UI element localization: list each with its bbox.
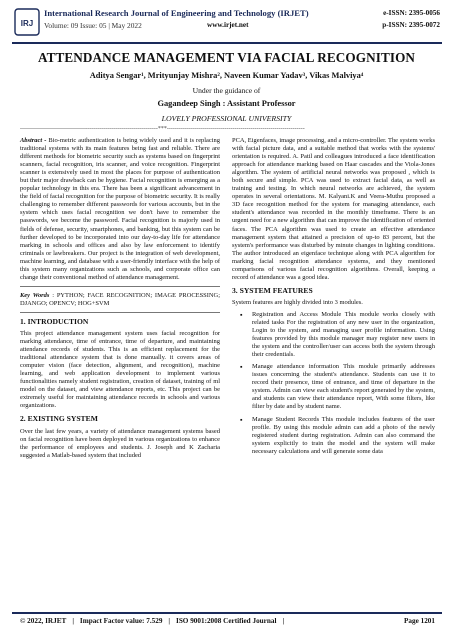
right-column — [232, 137, 435, 460]
paper-authors: Aditya Sengar¹, Mrityunjay Mishra², Naveen Kumar Yadav³, Vikas Malviya⁴ — [89, 71, 364, 80]
p-issn: p-ISSN: 2395-0072 — [382, 21, 440, 29]
introduction-text: This project attendance management system uses facial recognition for marking attendance, time of entrance, time of departure, and maintaining attendance records of students. This is an efficient replacement for the traditional attendance system that is done manually. it covers areas of computer vision (face detection, alignment, and recognition), machine learning, and web application development to implement various functionalities namely student registration, creation of dataset, training of ml model on the dataset, and view attendance reports, etc. This project can be extremely useful for maintaining attendance records in schools and various organizations. — [20, 329, 220, 410]
system-features-intro: System features are highly divided into 3 modules. — [232, 298, 363, 306]
paper-title: ATTENDANCE MANAGEMENT VIA FACIAL RECOGNITION — [37, 50, 416, 65]
bullet-icon: ▪ — [240, 363, 243, 372]
keywords-label: Key Words — [20, 291, 50, 299]
journal-volume: Volume: 09 Issue: 05 | May 2022 — [44, 21, 142, 30]
page-footer: © 2022, IRJET | Impact Factor value: 7.529 | ISO 9001:2008 Certified Journal | Page 1201 — [20, 617, 435, 625]
journal-website-link[interactable]: www.irjet.net — [207, 21, 249, 29]
feature-text: Manage Student Records This module includes features of the user profile. By using this module admin can add a photo of the newly registered student during registration. Admin can also command the system explicitly to train the model and the system will make necessary calculations and will generate some data — [252, 415, 435, 455]
section-divider: ---------------------------------------------------------------------***--------------------------------------------------------------------- — [20, 126, 305, 132]
e-issn: e-ISSN: 2395-0056 — [383, 9, 440, 17]
abstract-label: Abstract - — [20, 137, 47, 144]
header-rule — [12, 42, 442, 44]
list-item — [240, 415, 435, 456]
svg-text:IRJ: IRJ — [20, 19, 34, 28]
journal-name: International Research Journal of Engineering and Technology (IRJET) — [44, 8, 309, 18]
left-column — [20, 137, 220, 464]
bullet-icon: ▪ — [240, 415, 243, 424]
guidance-line: Under the guidance of — [192, 86, 261, 95]
abstract-paragraph — [20, 137, 220, 282]
introduction-heading: 1. INTRODUCTION — [20, 316, 89, 326]
feature-text: Manage attendance information This module primarily addresses issues concerning the student's attendance. Students can use it to record their presence, time of entrance, and time of departure in the system. Admin can view each student's report generated by the system, and students can view their attendance report, With some filters, like filter by date and by student name. — [252, 363, 435, 411]
journal-header — [12, 6, 442, 40]
list-item — [240, 363, 435, 411]
footer-iso: ISO 9001:2008 Certified Journal — [176, 617, 277, 625]
list-item — [240, 310, 435, 359]
existing-system-continued: PCA, Eigenfaces, image processing, and a micro-controller. The system works with facial picture data, and a suitable method that works with the systems' orientation is required. A. Patil and colleagues introduced a face identification approach for attendance marking based on Haar cascades and the Viola-Jones algorithm. The system of artificial neural networks was proposed , which is both secure and simple. PCA was used to extract facial data, as well as training and testing. In which neural networks are achieved, the system operates in several orientations. M. Kalyani.K and Veera-Muthu proposed a 3D face recognition method for the system for managing attendance, each student's attendance was recorded in the monthly timeframe. There is an urgent need for a new algorithm that can improve the identification of oriented faces. The PCA algorithm was used to create an effective attendance management system that attained a precision of up-to 83 percent, but the system's performance was disturbed by minute changes in lighting conditions. The author introduced an eigenface technique along with PCA algorithm for marking facial recognition attendance systems, and they mentioned comparisons of various facial recognition algorithms. Overall, keeping a record of attendance was a good idea. — [232, 137, 435, 281]
features-list — [232, 311, 435, 456]
bullet-icon: ▪ — [240, 310, 243, 319]
keywords-text: : PYTHON; FACE RECOGNITION; IMAGE PROCESSING; DJANGO; OPENCV; HOG+SVM — [20, 291, 220, 307]
university-name: LOVELY PROFESSIONAL UNIVERSITY — [161, 114, 292, 123]
irjet-logo-icon — [14, 8, 40, 36]
existing-system-text: Over the last few years, a variety of attendance management systems based on facial recognition have been deployed in various organizations to enhance the performance of employees and students. J. Joseph and K Zacharia suggested a Matlab-based system that included — [20, 427, 220, 459]
abstract-text: Bio-metric authentication is being widely used and it is replacing traditional systems with its main features being fast and reliable. There are different methods for biometric security such as systems based on fingerprint scanners, facial recognition, iris scanner, and voice recognition. Fingerprint scanner is extensively used in most the places for purpose of authentication but their major drawback can be hygiene. Facial recognition is emerging as a popular technology in this era. There has been a significant advancement in the field of facial recognition for the purpose of biometric security. It is really challenging to remember different passwords for various accounts, but in the system which uses facial recognition we don't have to remember the passwords, we become the password. Facial recognition is majorly used in fields of defense, security, smartphones, and banking, but this system can be further developed to be incorporated into our day-to-day life for attendance marking in schools and offices and also by law enforcement to identify criminals or lawbreakers. Our project is the integration of web development, machine learning, and database with a user-friendly interface with the help of this system many organizations such as schools, and corporate office can change their conventional method of attendance management. — [20, 137, 220, 281]
keywords-rule — [20, 312, 220, 313]
footer-impact-factor: Impact Factor value: 7.529 — [79, 617, 163, 625]
guide-name: Gagandeep Singh : Assistant Professor — [157, 99, 296, 108]
feature-text: Registration and Access Module This module works closely with related tasks For the registration of any new user in the organization, Login to the system, and managing user profile information. Using features provided by this module manager may register new users in the system and the controller/user can access both the system through their credentials. — [252, 310, 435, 359]
keywords-paragraph — [20, 292, 220, 308]
footer-copyright: © 2022, IRJET — [20, 617, 67, 625]
footer-rule — [12, 612, 442, 614]
existing-system-heading: 2. EXISTING SYSTEM — [20, 414, 98, 424]
abstract-rule — [20, 286, 220, 287]
system-features-heading: 3. SYSTEM FEATURES — [232, 285, 313, 295]
footer-page-number: Page 1201 — [404, 617, 435, 625]
